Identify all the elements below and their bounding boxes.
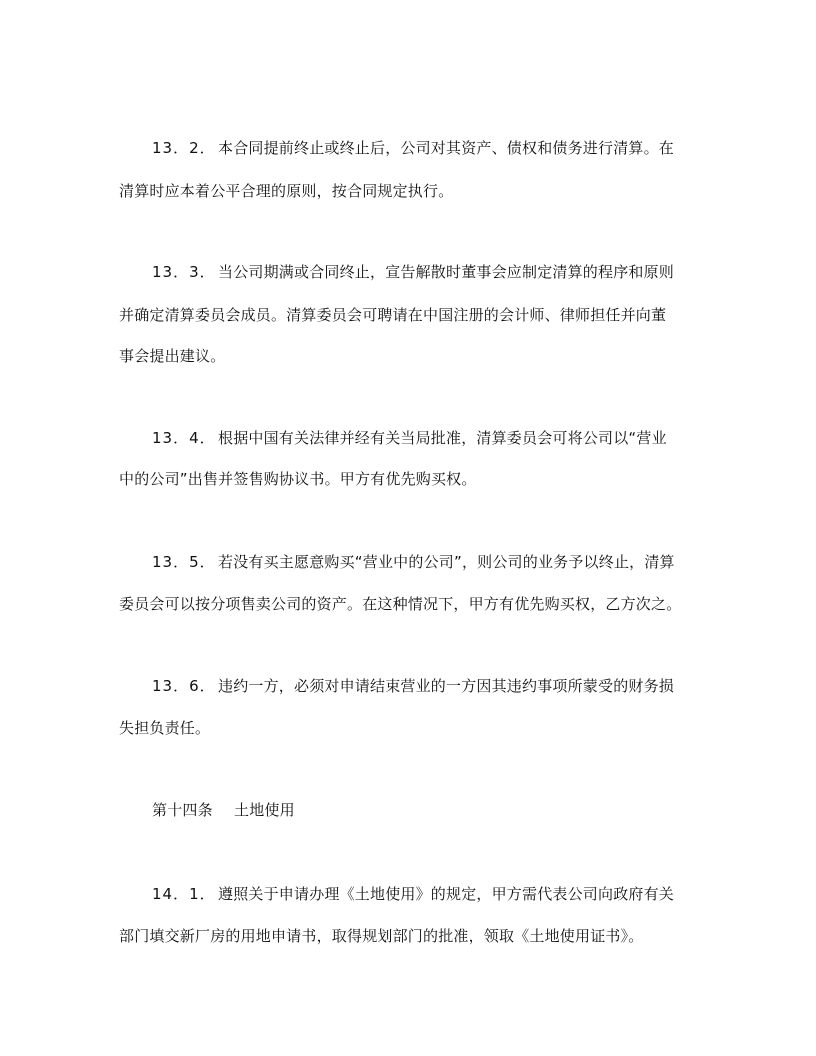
article-title: 土地使用 <box>234 801 295 819</box>
article-label: 第十四条 <box>152 801 213 819</box>
clause-number: 13．3． <box>152 263 216 281</box>
clause-number: 13．2． <box>152 139 216 157</box>
clause-13-3-line-3: 事会提出建议。 <box>119 347 226 365</box>
clause-text: 遵照关于申请办理《土地使用》的规定，甲方需代表公司向政府有关 <box>218 885 675 903</box>
clause-14-1-line-1 <box>152 884 674 904</box>
clause-number: 13．4． <box>152 429 216 447</box>
clause-13-6-line-2: 失担负责任。 <box>119 719 211 737</box>
clause-13-6-line-1 <box>152 676 674 696</box>
clause-13-3-line-2: 并确定清算委员会成员。清算委员会可聘请在中国注册的会计师、律师担任并向董 <box>119 306 667 324</box>
article-heading <box>152 800 295 820</box>
clause-text: 根据中国有关法律并经有关当局批准，清算委员会可将公司以“营业 <box>218 429 667 447</box>
clause-text: 违约一方，必须对申请结束营业的一方因其违约事项所蒙受的财务损 <box>218 677 675 695</box>
clause-13-4-line-1 <box>152 428 667 448</box>
clause-number: 14．1． <box>152 885 216 903</box>
clause-13-5-line-2: 委员会可以按分项售卖公司的资产。在这种情况下，甲方有优先购买权，乙方次之。 <box>119 595 682 613</box>
clause-14-1-line-2: 部门填交新厂房的用地申请书，取得规划部门的批准，领取《土地使用证书》。 <box>119 927 644 945</box>
clause-text: 本合同提前终止或终止后，公司对其资产、债权和债务进行清算。在 <box>218 139 675 157</box>
clause-number: 13．5． <box>152 553 216 571</box>
clause-text: 当公司期满或合同终止，宣告解散时董事会应制定清算的程序和原则 <box>218 263 675 281</box>
clause-13-3-line-1 <box>152 262 674 282</box>
clause-13-2-line-1 <box>152 138 674 158</box>
clause-13-5-line-1 <box>152 552 675 572</box>
clause-text: 若没有买主愿意购买“营业中的公司”，则公司的业务予以终止，清算 <box>218 553 675 571</box>
clause-13-2-line-2: 清算时应本着公平合理的原则，按合同规定执行。 <box>119 182 454 200</box>
clause-13-4-line-2: 中的公司”出售并签售购协议书。甲方有优先购买权。 <box>119 470 477 488</box>
clause-number: 13．6． <box>152 677 216 695</box>
